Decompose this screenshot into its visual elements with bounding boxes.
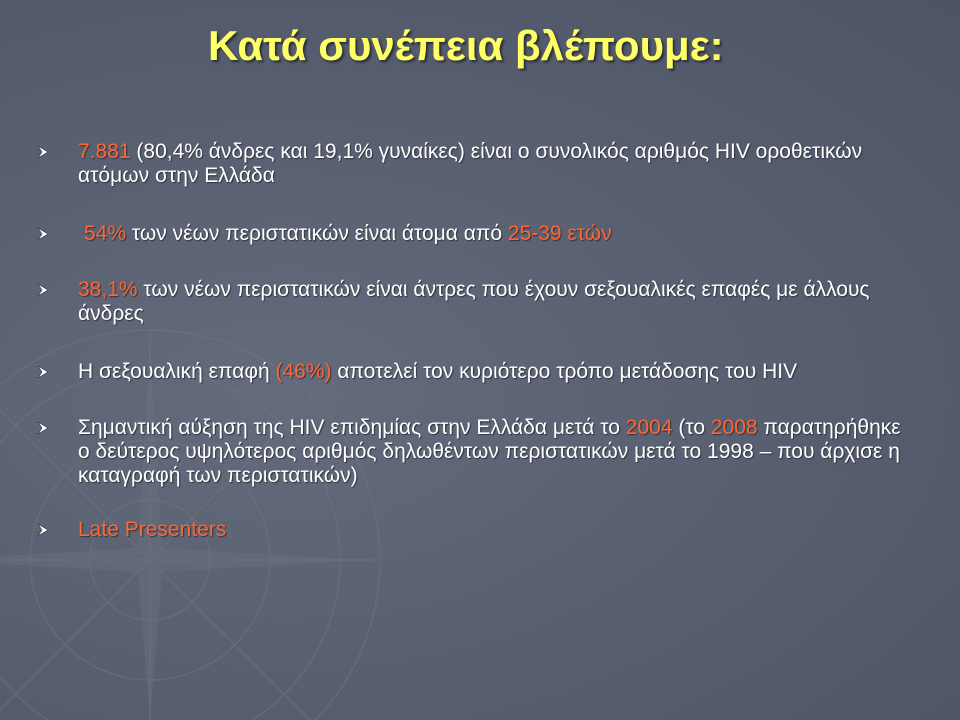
- highlight-percent: 38,1%: [78, 278, 138, 301]
- chevron-right-arrow-icon: [36, 523, 50, 537]
- bullet-text-part: (το: [672, 416, 711, 439]
- bullet-text-part: (80,4% άνδρες και 19,1% γυναίκες) είναι ο συνολικός αριθμός HIV οροθετικών ατόμων στην Ελλάδα: [78, 140, 863, 187]
- bullet-text-part: παρατηρήθηκε ο δεύτερος υψηλότερος αριθμός δηλωθέντων περιστατικών μετά το 1998 – που άρχισε η καταγραφή των περιστατικών): [78, 416, 901, 487]
- highlight-year: 2008: [710, 416, 758, 439]
- bullet-text: [84, 222, 914, 246]
- highlight-age-range: 25-39 ετών: [507, 222, 612, 245]
- chevron-right-arrow-icon: [36, 283, 50, 297]
- highlight-percent: (46%): [275, 360, 332, 383]
- chevron-right-arrow-icon: [36, 227, 50, 241]
- bullet-text: [78, 360, 908, 384]
- bullet-text: [78, 140, 908, 188]
- slide-title: Κατά συνέπεια βλέπουμε:: [208, 22, 724, 69]
- bullet-text: [78, 278, 908, 326]
- bullet-text: [78, 416, 908, 488]
- chevron-right-arrow-icon: [36, 421, 50, 435]
- highlight-count: 7.881: [78, 140, 131, 163]
- bullet-text-part: αποτελεί τον κυριότερο τρόπο μετάδοσης του HIV: [331, 360, 798, 383]
- chevron-right-arrow-icon: [36, 145, 50, 159]
- bullet-text-part: των νέων περιστατικών είναι άντρες που έχουν σεξουαλικές επαφές με άλλους άνδρες: [78, 278, 870, 325]
- chevron-right-arrow-icon: [36, 365, 50, 379]
- bullet-text-part: Σημαντική αύξηση της HIV επιδημίας στην Ελλάδα μετά το: [78, 416, 626, 439]
- highlight-year: 2004: [625, 416, 673, 439]
- highlight-percent: 54%: [84, 222, 127, 245]
- highlight-late-presenters: Late Presenters: [78, 518, 227, 541]
- bullet-text-part: Η σεξουαλική επαφή: [78, 360, 276, 383]
- bullet-text: [78, 518, 908, 542]
- bullet-text-part: των νέων περιστατικών είναι άτομα από: [126, 222, 508, 245]
